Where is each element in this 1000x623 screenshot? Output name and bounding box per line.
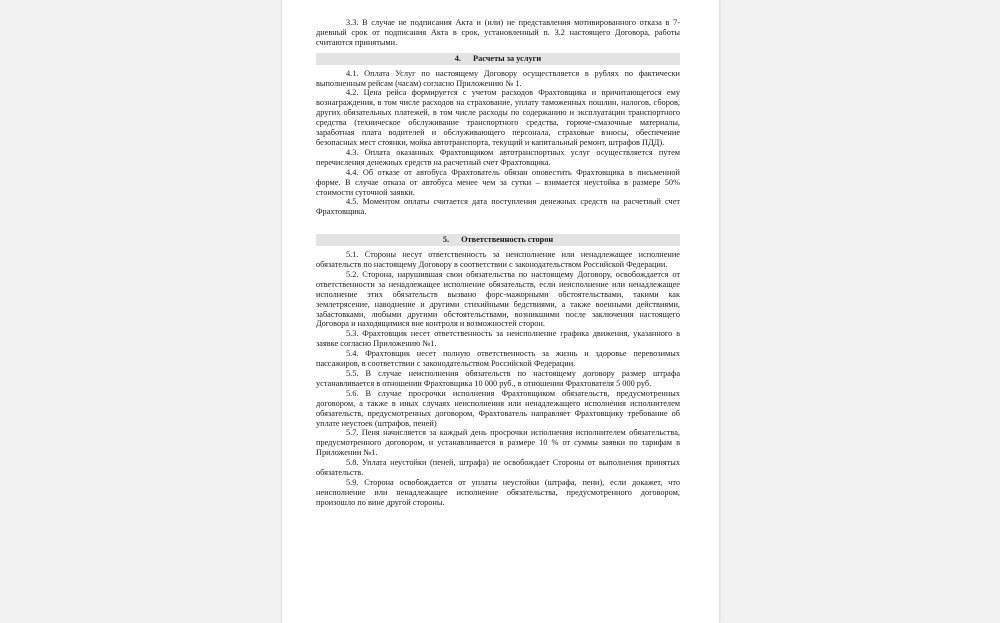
paragraph-5-5: 5.5. В случае неисполнения обязательств по настоящему договору размер штрафа устанавливается в отношении Фрахтовщика 10 000 руб., в отношении Фрахтователя 5 000 руб. <box>316 369 680 388</box>
paragraph-4-5: 4.5. Моментом оплаты считается дата поступления денежных средств на расчетный счет Фрахтовщика. <box>316 197 680 217</box>
section-number: 4. <box>454 53 461 63</box>
paragraph-4-2: 4.2. Цена рейса формируется с учетом расходов Фрахтовщика и причитающегося ему вознаграждения, в том числе расходов на страхование, уплату таможенных пошлин, налогов, сборов, других обязательных платежей, в том числе расходы по содержанию и эксплуатации транспортного средства (техническое обслуживание транспортного средства, горюче-смазочные материалы, заработная плата водителей и обслуживающего персонала, страховые взносы, обеспечение безопасных мест стоянки, мойка автотранспорта, текущий и капитальный ремонт, штрафов ПДД). <box>316 88 680 147</box>
paragraph-5-1: 5.1. Стороны несут ответственность за неисполнение или ненадлежащее исполнение обязательств по настоящему Договору в соответствии с законодательством Российской Федерации. <box>316 250 680 270</box>
paragraph-4-1: 4.1. Оплата Услуг по настоящему Договору осуществляется в рублях по фактически выполненным рейсам (часам) согласно Приложению № 1. <box>316 68 680 88</box>
document-page <box>282 0 719 623</box>
section-heading-5 <box>316 234 680 246</box>
paragraph-5-6: 5.6. В случае просрочки исполнения Фрахтовщиком обязательств, предусмотренных договором, а также в иных случаях неисполнения или ненадлежащего исполнения исполнителем обязательств, предусмотренных договором, Фрахтователь направляет Фрахтовщику требование об уплате неустоек (штрафов, пеней) <box>316 388 680 428</box>
paragraph-4-3: 4.3. Оплата оказанных Фрахтовщиком автотранспортных услуг осуществляется путем перечисления денежных средств на расчетный счет Фрахтовщика. <box>316 147 680 167</box>
paragraph-5-4: 5.4. Фрахтовщик несет полную ответственность за жизнь и здоровье перевозимых пассажиров, в соответствии с законодательством Российской Федерации. <box>316 349 680 369</box>
section-title: Ответственность сторон <box>461 235 554 245</box>
paragraph-3-3: 3.3. В случае не подписания Акта и (или) не представления мотивированного отказа в 7-дневный срок от подписания Акта в срок, установленный п. 3.2 настоящего Договора, работы считаются принятыми. <box>316 18 680 47</box>
section-title: Расчеты за услуги <box>473 53 542 63</box>
paragraph-5-9: 5.9. Сторона освобождается от уплаты неустойки (штрафа, пени), если докажет, что неисполнение или ненадлежащее исполнение обязательства, предусмотренного договором, произошло по вине другой стороны. <box>316 477 680 507</box>
paragraph-5-8: 5.8. Уплата неустойки (пеней, штрафа) не освобождает Стороны от выполнения принятых обязательств. <box>316 458 680 478</box>
paragraph-5-7: 5.7. Пеня начисляется за каждый день просрочки исполнения исполнителем обязательства, предусмотренного договором, и устанавливается в размере 10 % от суммы заявки по тарифам в Приложении №1. <box>316 428 680 458</box>
section-number: 5. <box>442 235 450 245</box>
document-content <box>316 18 680 508</box>
section-heading-4 <box>316 53 680 65</box>
paragraph-4-4: 4.4. Об отказе от автобуса Фрахтователь обязан оповестить Фрахтовщика в письменной форме. В случае отказа от автобуса менее чем за сутки – взимается неустойка в размере 50% стоимости суточной заявки. <box>316 167 680 197</box>
paragraph-5-2: 5.2. Сторона, нарушившая свои обязательства по настоящему Договору, освобождается от ответственности за ненадлежащее исполнение обязательств, если неисполнение или ненадлежащее исполнение этих обязательств вызвано форс-мажорными обстоятельствами, такими как землетрясение, наводнение и другими стихийными бедствиями, а также военными действиями, забастовками, любыми другими обстоятельствами, возникшими после заключения настоящего Договора и находящимися вне контроля и возможностей сторон. <box>316 269 680 329</box>
section-spacer <box>316 217 680 229</box>
paragraph-5-3: 5.3. Фрахтовщик несет ответственность за неисполнение графика движения, указанного в заявке согласно Приложению №1. <box>316 329 680 349</box>
